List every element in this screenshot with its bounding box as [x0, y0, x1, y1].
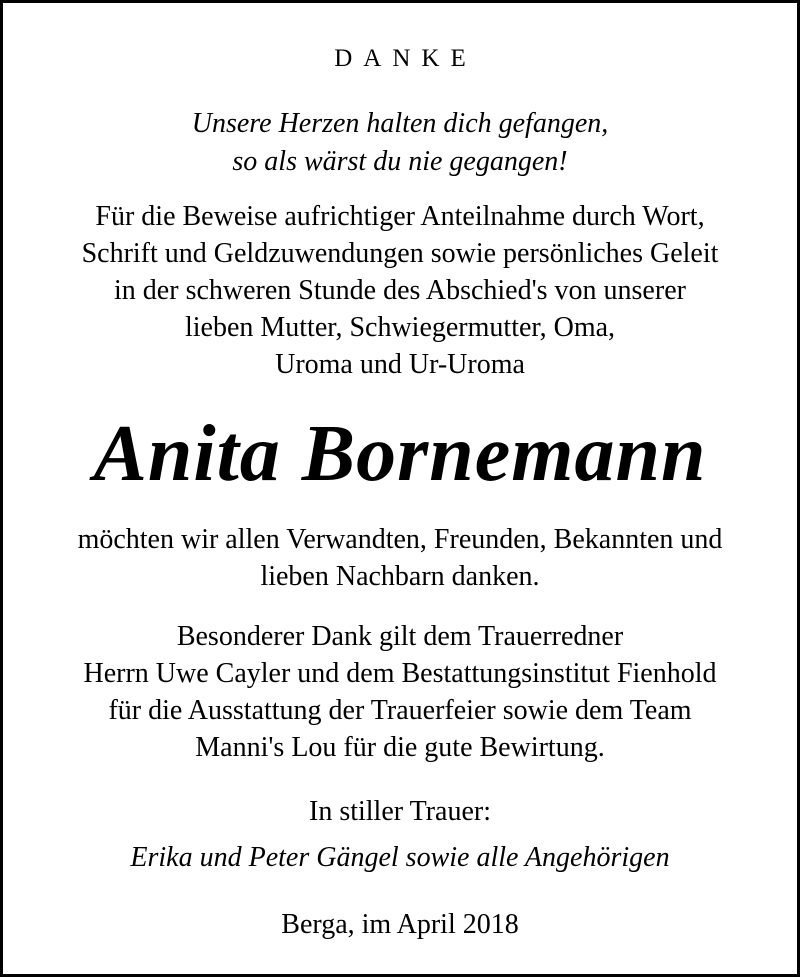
- text-line: lieben Nachbarn danken.: [260, 561, 540, 592]
- text-line: Herrn Uwe Cayler und dem Bestattungsinstitut Fienhold: [83, 658, 717, 689]
- text-line: für die Ausstattung der Trauerfeier sowie dem Team: [108, 695, 692, 726]
- text-line: Uroma und Ur-Uroma: [275, 349, 525, 380]
- special-thanks: [3, 618, 797, 766]
- family-signature: Erika und Peter Gängel sowie alle Angehörigen: [130, 842, 670, 873]
- verse-line: so als wärst du nie gegangen!: [232, 146, 568, 177]
- text-line: Schrift und Geldzuwendungen sowie persönliches Geleit: [81, 238, 719, 269]
- notice-heading: DANKE: [334, 45, 477, 72]
- deceased-name: Anita Bornemann: [93, 410, 707, 498]
- thanks-recipients: [3, 521, 797, 595]
- text-line: Manni's Lou für die gute Bewirtung.: [195, 732, 605, 763]
- memorial-verse: [3, 105, 797, 181]
- verse-line: Unsere Herzen halten dich gefangen,: [191, 108, 609, 139]
- text-line: Für die Beweise aufrichtiger Anteilnahme durch Wort,: [95, 201, 705, 232]
- text-line: in der schweren Stunde des Abschied's von unserer: [114, 275, 686, 306]
- text-line: möchten wir allen Verwandten, Freunden, Bekannten und: [77, 524, 723, 555]
- place-date: Berga, im April 2018: [281, 909, 519, 940]
- text-line: lieben Mutter, Schwiegermutter, Oma,: [184, 312, 616, 343]
- thanks-intro: [3, 198, 797, 383]
- text-line: Besonderer Dank gilt dem Trauerredner: [176, 621, 624, 652]
- mourning-label: In stiller Trauer:: [309, 796, 491, 827]
